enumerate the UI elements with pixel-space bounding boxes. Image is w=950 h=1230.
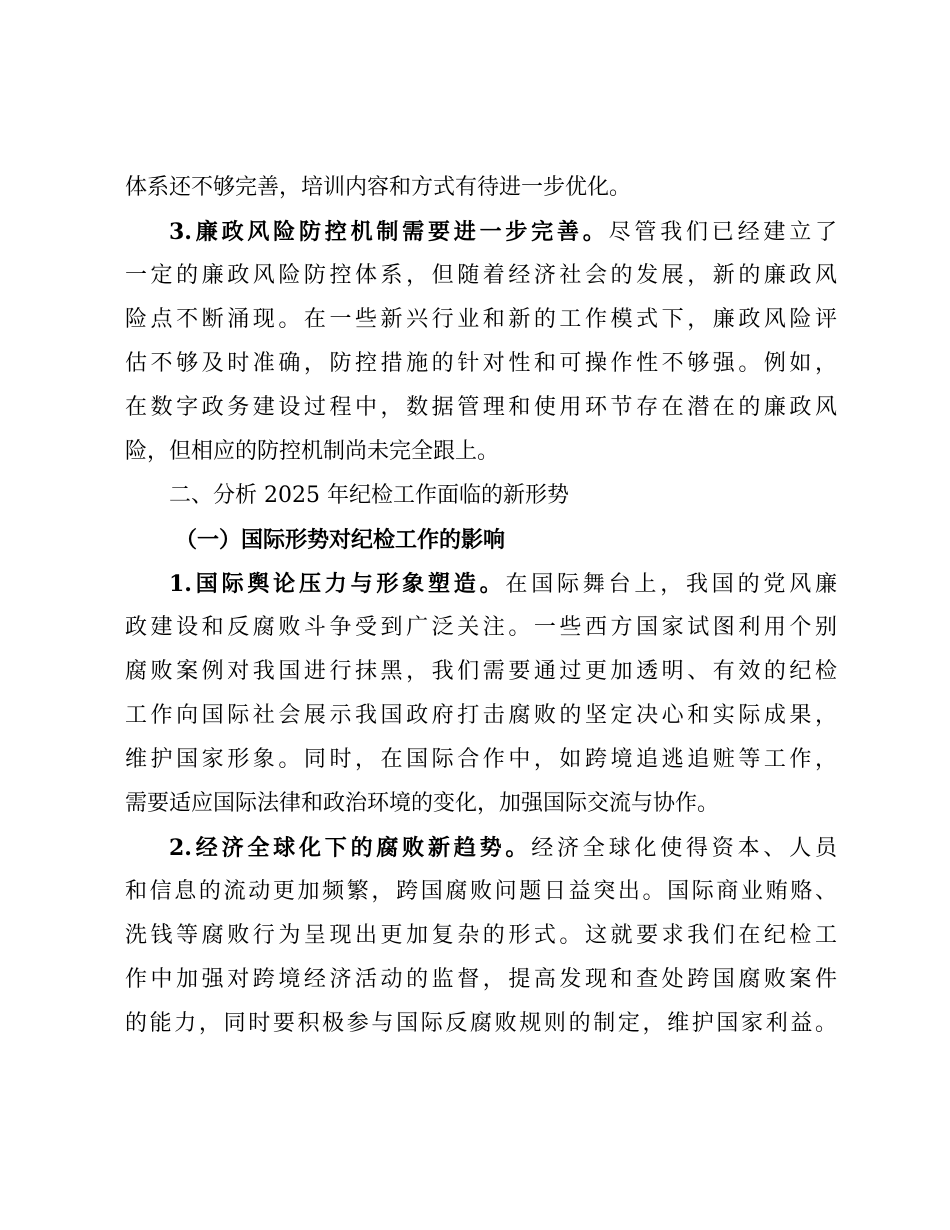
heading-text: 二、分析 2025 年纪检工作面临的新形势 <box>169 483 569 508</box>
paragraph-line <box>125 298 837 342</box>
section-lead-bold: 1.国际舆论压力与形象塑造。 <box>169 571 506 597</box>
paragraph-line <box>125 738 837 782</box>
document-page <box>125 166 837 1046</box>
line-text: 在国际舞台上，我国的党风廉 <box>505 572 837 597</box>
line-text: 尽管我们已经建立了 <box>608 220 837 245</box>
line-text: 维护国家形象。同时，在国际合作中，如跨境追逃追赃等工作， <box>125 747 837 772</box>
line-text: 在数字政务建设过程中，数据管理和使用环节存在潜在的廉政风 <box>125 395 837 420</box>
line-text: 作中加强对跨境经济活动的监督，提高发现和查处跨国腐败案件 <box>125 967 837 992</box>
line-text: 的能力，同时要积极参与国际反腐败规则的制定，维护国家利益。 <box>125 1011 837 1036</box>
paragraph-line <box>125 166 837 210</box>
section-lead-bold: 2.经济全球化下的腐败新趋势。 <box>169 835 532 861</box>
paragraph-line <box>125 342 837 386</box>
paragraph-line <box>125 826 837 870</box>
paragraph-line <box>125 254 837 298</box>
line-text: 体系还不够完善，培训内容和方式有待进一步优化。 <box>125 175 632 200</box>
paragraph-line <box>125 694 837 738</box>
line-text: 险点不断涌现。在一些新兴行业和新的工作模式下，廉政风险评 <box>125 307 837 332</box>
paragraph-line <box>125 914 837 958</box>
paragraph-line <box>125 958 837 1002</box>
line-text: 和信息的流动更加频繁，跨国腐败问题日益突出。国际商业贿赂、 <box>125 879 837 904</box>
line-text: 经济全球化使得资本、人员 <box>531 836 837 861</box>
line-text: 政建设和反腐败斗争受到广泛关注。一些西方国家试图利用个别 <box>125 615 837 640</box>
line-text: 洗钱等腐败行为呈现出更加复杂的形式。这就要求我们在纪检工 <box>125 923 837 948</box>
paragraph-line <box>125 430 837 474</box>
line-text: 腐败案例对我国进行抹黑，我们需要通过更加透明、有效的纪检 <box>125 659 837 684</box>
line-text: 一定的廉政风险防控体系，但随着经济社会的发展，新的廉政风 <box>125 263 837 288</box>
line-text: 需要适应国际法律和政治环境的变化，加强国际交流与协作。 <box>125 791 720 816</box>
paragraph-line <box>125 562 837 606</box>
paragraph-line <box>125 1002 837 1046</box>
section-heading <box>125 518 837 562</box>
line-text: 估不够及时准确，防控措施的针对性和可操作性不够强。例如， <box>125 351 837 376</box>
section-lead-bold: 3.廉政风险防控机制需要进一步完善。 <box>169 219 609 245</box>
line-text: 工作向国际社会展示我国政府打击腐败的坚定决心和实际成果， <box>125 703 837 728</box>
line-text: 险，但相应的防控机制尚未完全跟上。 <box>125 439 500 464</box>
paragraph-line <box>125 210 837 254</box>
chapter-heading <box>125 474 837 518</box>
paragraph-line <box>125 650 837 694</box>
paragraph-line <box>125 870 837 914</box>
paragraph-line <box>125 606 837 650</box>
paragraph-line <box>125 386 837 430</box>
heading-text: （一）国际形势对纪检工作的影响 <box>175 527 506 553</box>
paragraph-line <box>125 782 837 826</box>
